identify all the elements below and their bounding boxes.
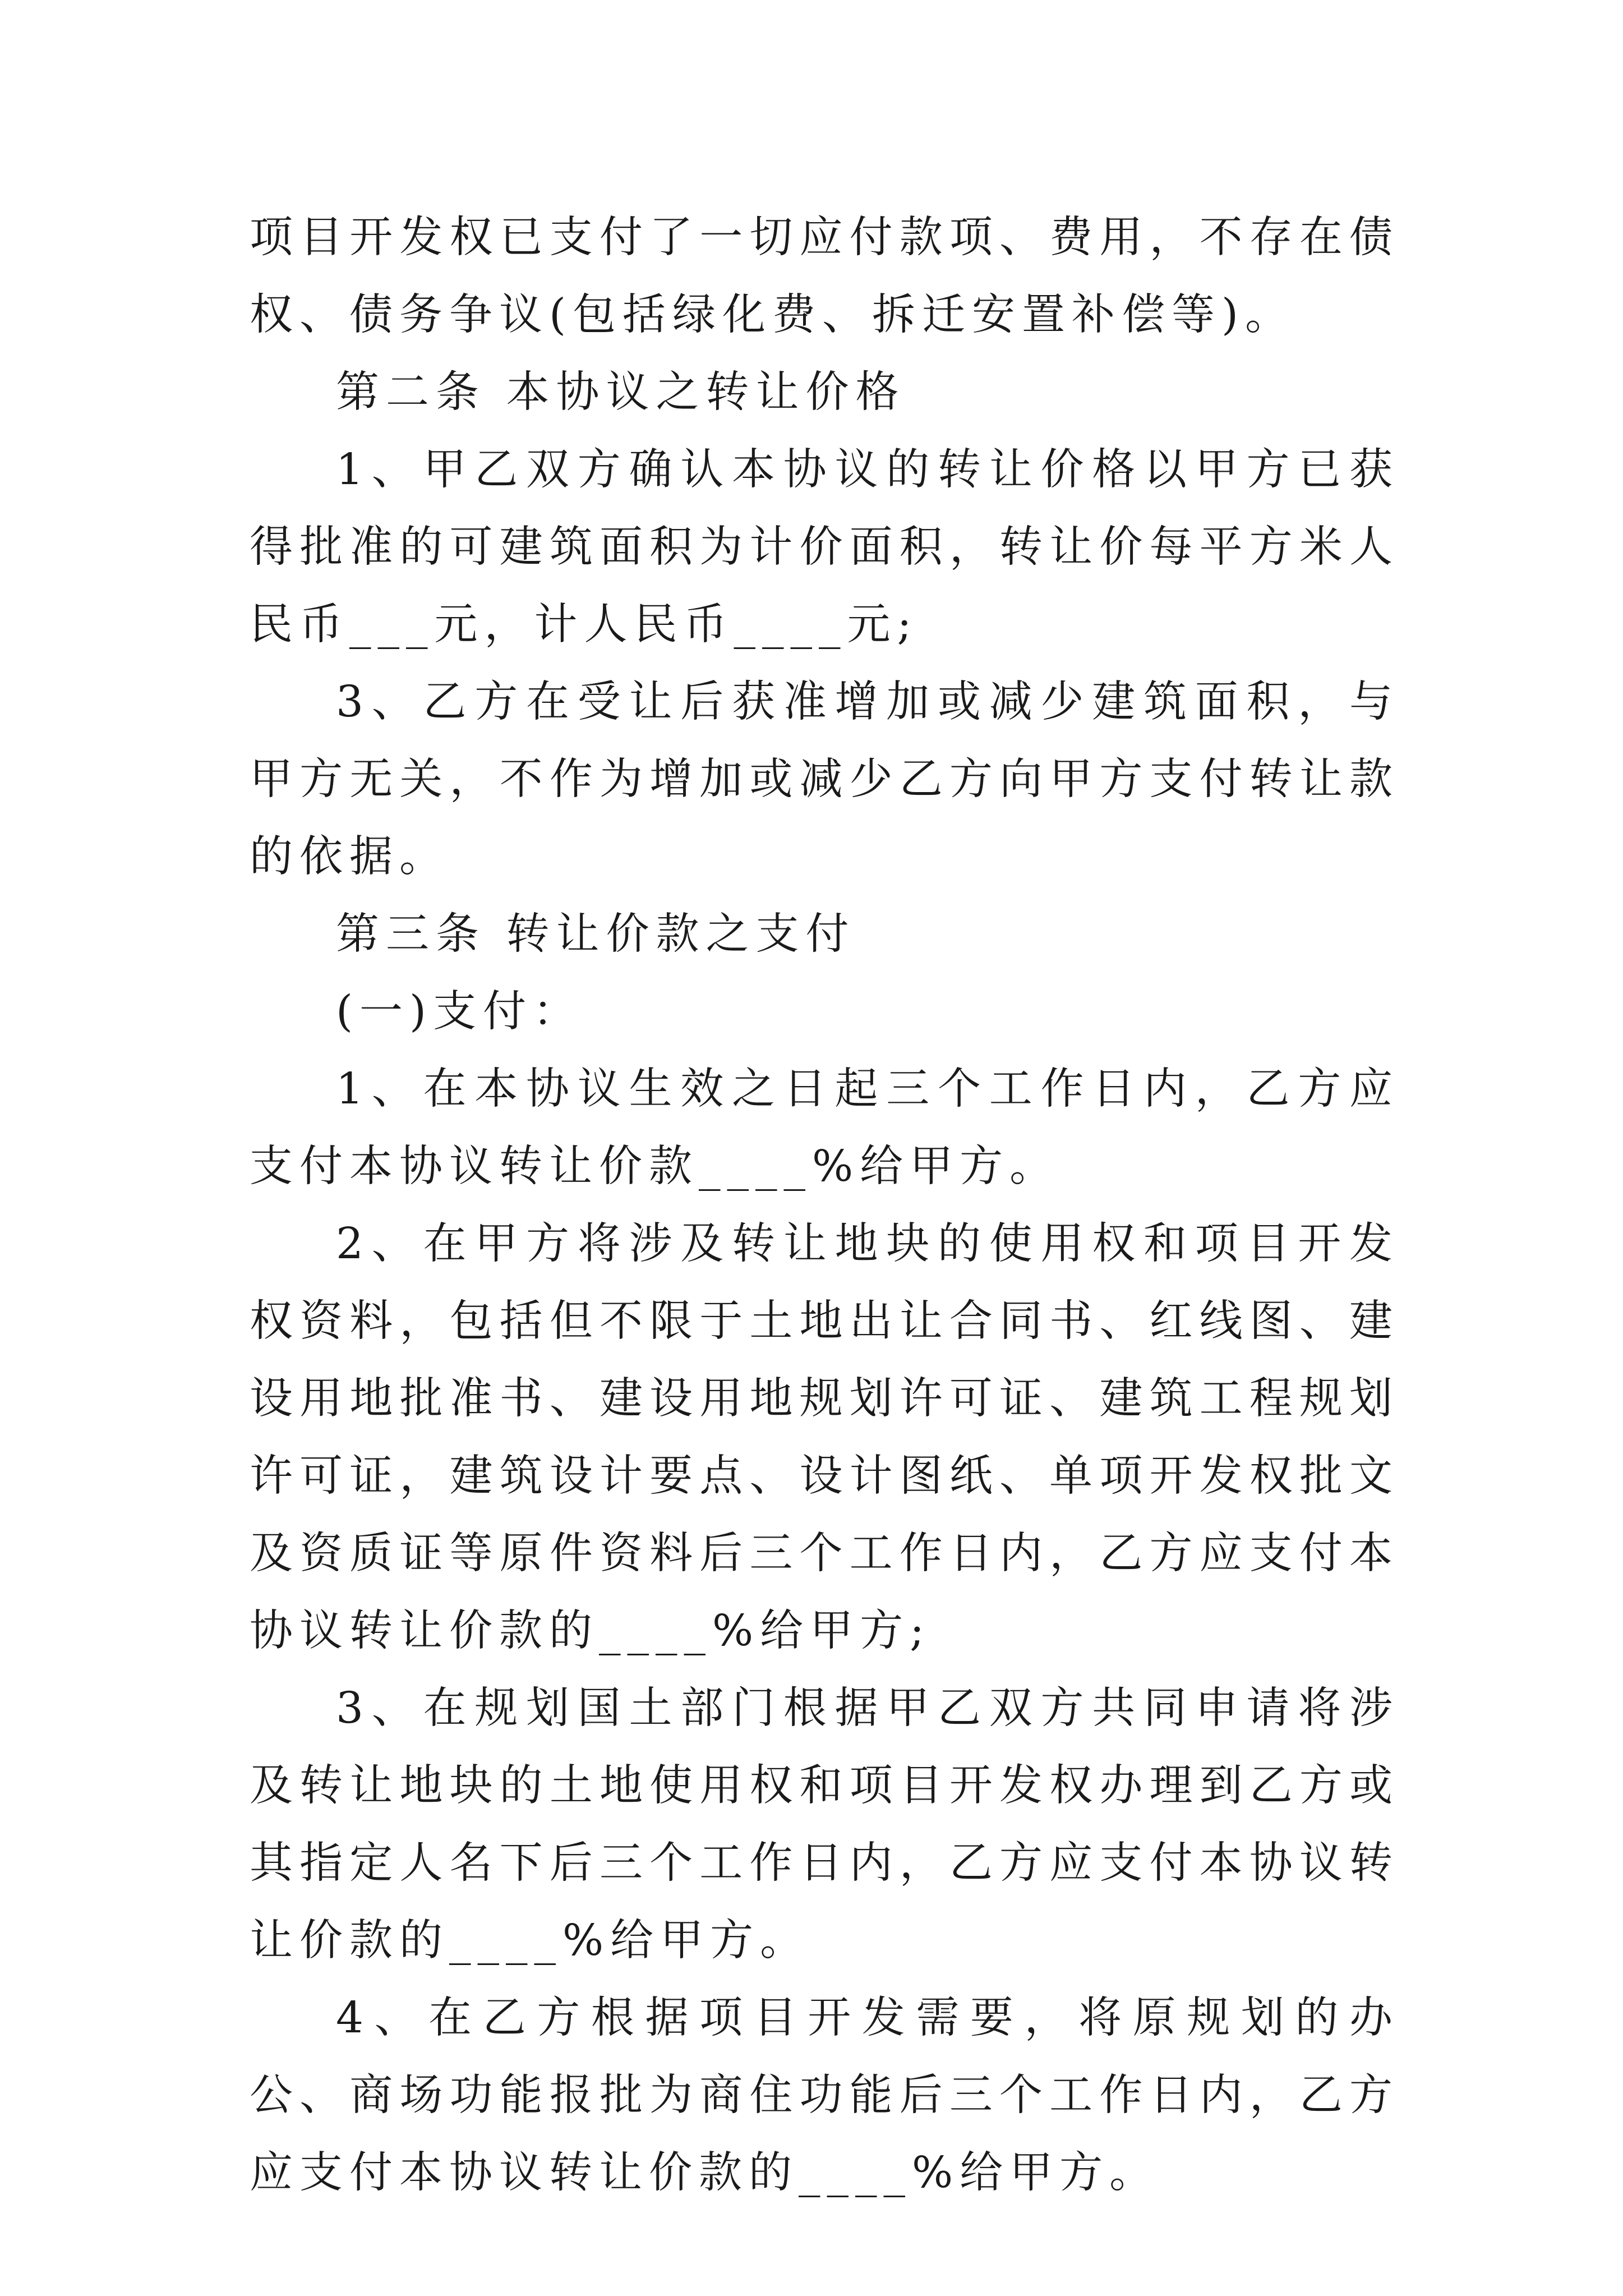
article-3-heading: 第三条 转让价款之支付 (336, 909, 856, 959)
paragraph-payment-cleared: 项目开发权已支付了一切应付款项、费用，不存在债权、债务争议(包括绿化费、拆迁安置补偿等)。 (250, 213, 1399, 340)
article-2-heading: 第二条 本协议之转让价格 (336, 367, 906, 417)
paragraph-area-change: 3、乙方在受让后获准增加或减少建筑面积，与甲方无关，不作为增加或减少乙方向甲方支付转让款的依据。 (250, 677, 1399, 882)
paragraph-payment-2: 2、在甲方将涉及转让地块的使用权和项目开发权资料，包括但不限于土地出让合同书、红线图、建设用地批准书、建设用地规划许可证、建筑工程规划许可证，建筑设计要点、设计图纸、单项开发权批文及资质证等原件资料后三个工作日内，乙方应支付本协议转让价款的____%给甲方; (250, 1219, 1399, 1656)
paragraph-transfer-price: 1、甲乙双方确认本协议的转让价格以甲方已获得批准的可建筑面积为计价面积，转让价每平方米人民币___元，计人民币____元; (250, 445, 1399, 650)
paragraph-payment-4: 4、在乙方根据项目开发需要，将原规划的办公、商场功能报批为商住功能后三个工作日内，乙方应支付本协议转让价款的____%给甲方。 (250, 1993, 1399, 2198)
paragraph-payment-1: 1、在本协议生效之日起三个工作日内，乙方应支付本协议转让价款____%给甲方。 (250, 1064, 1399, 1191)
document-body (250, 199, 1399, 2212)
section-payment-heading: (一)支付： (336, 987, 583, 1037)
paragraph-payment-3: 3、在规划国土部门根据甲乙双方共同申请将涉及转让地块的土地使用权和项目开发权办理到乙方或其指定人名下后三个工作日内，乙方应支付本协议转让价款的____%给甲方。 (250, 1683, 1399, 1966)
